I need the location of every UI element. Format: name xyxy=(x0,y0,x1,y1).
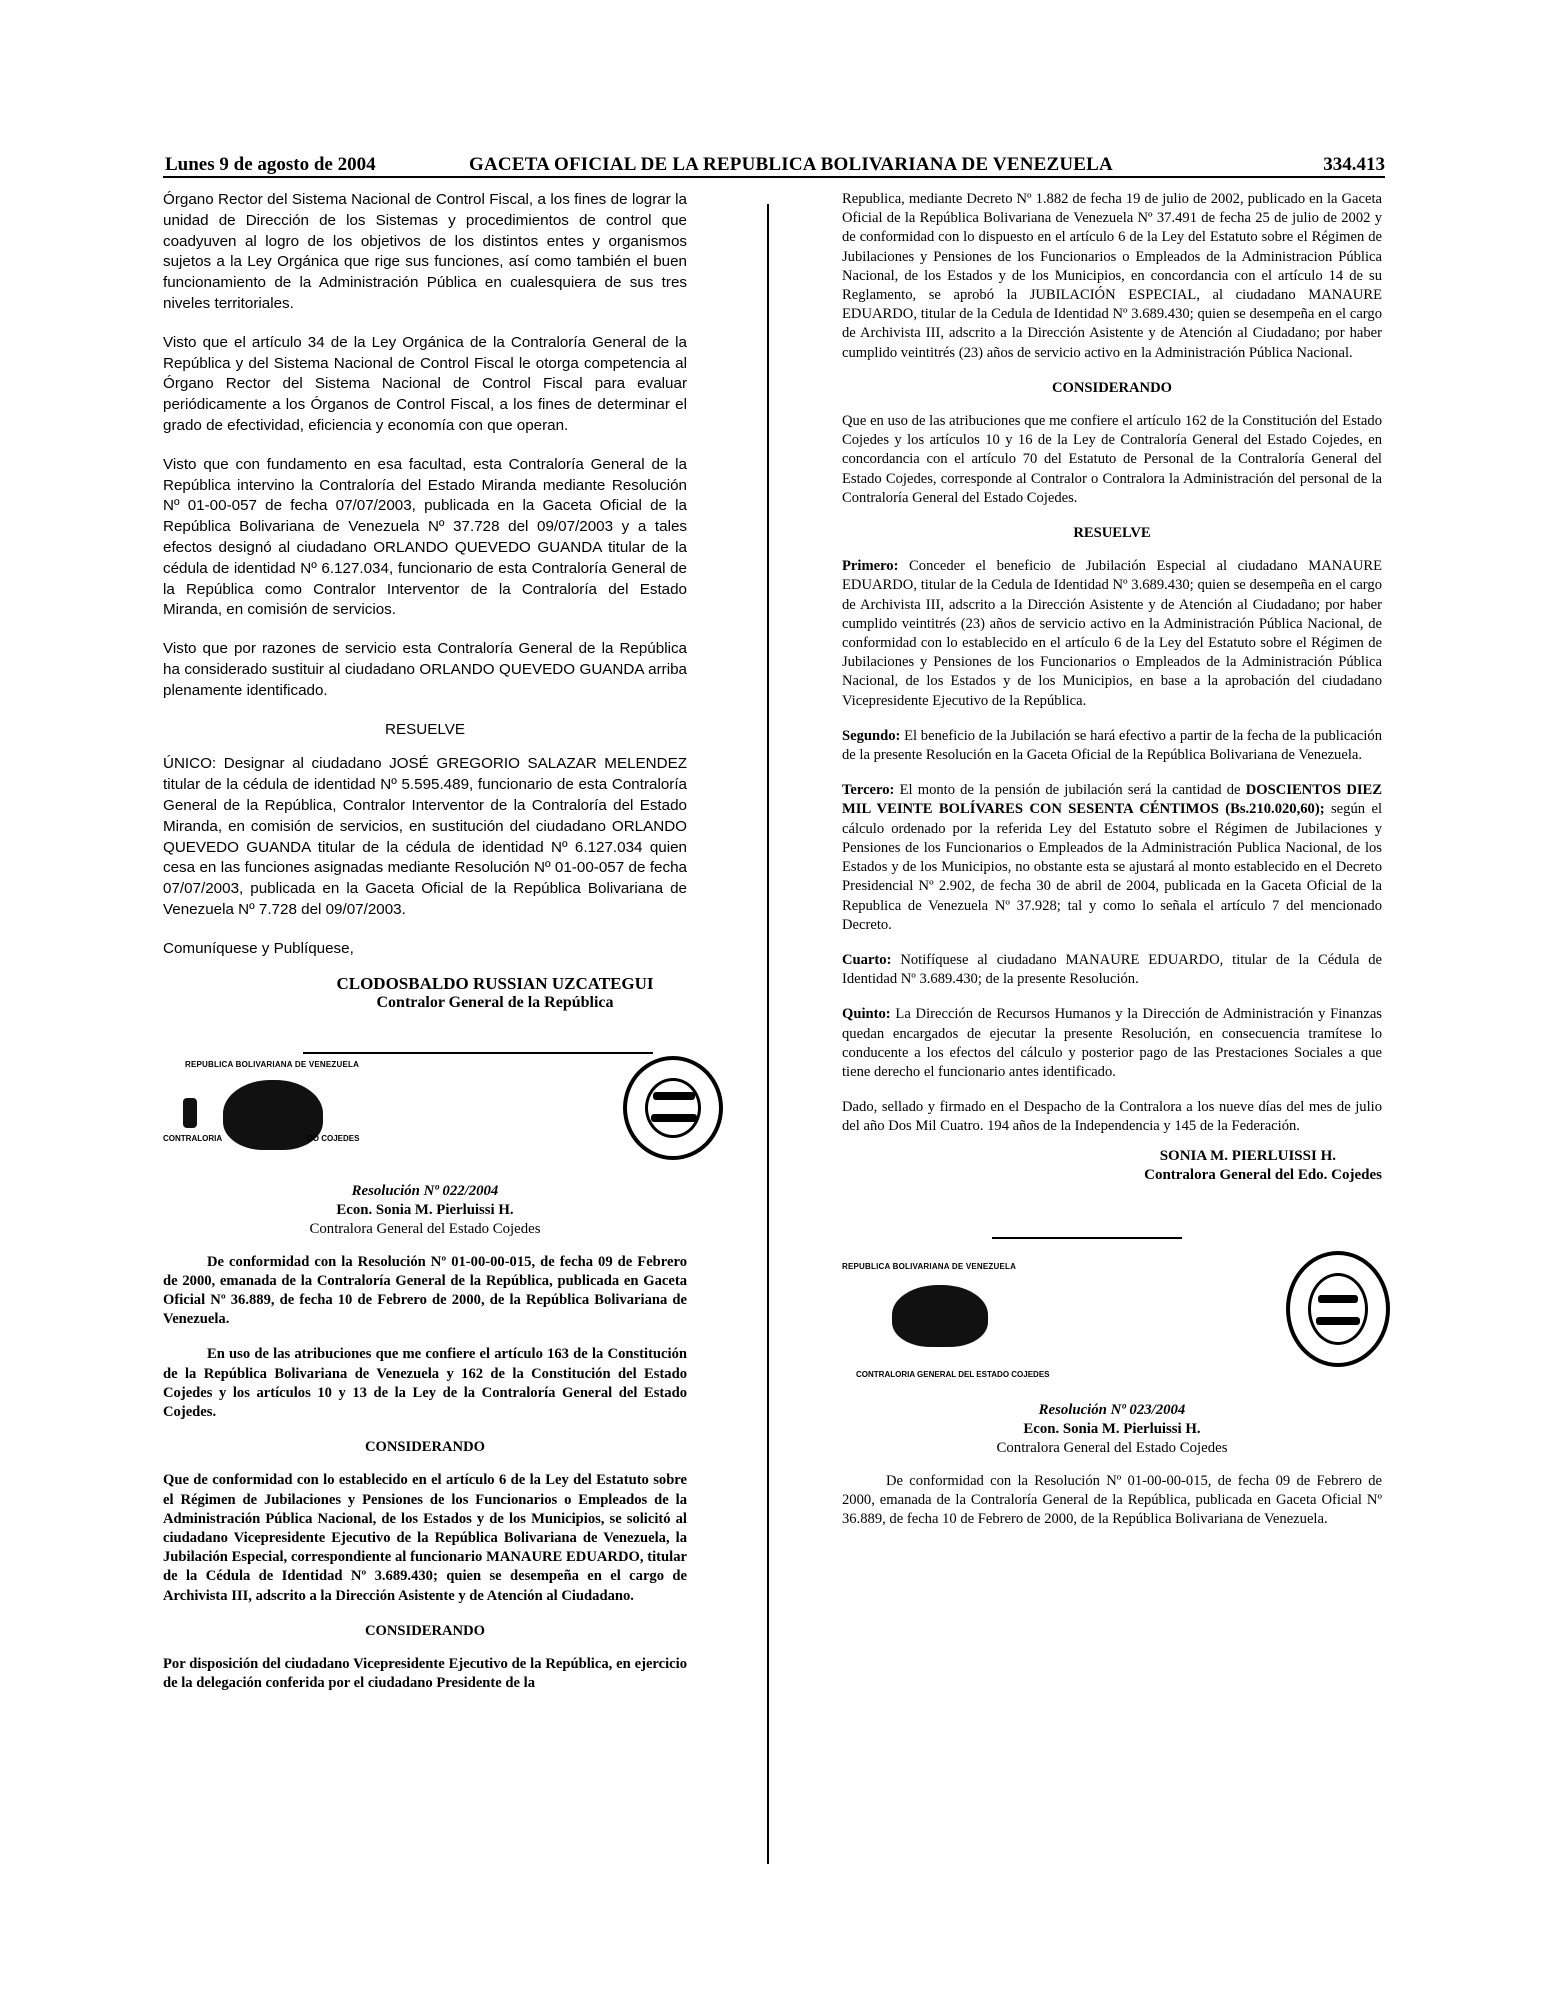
signer-name: CLODOSBALDO RUSSIAN UZCATEGUI xyxy=(336,973,654,993)
stamp-heading: REPUBLICA BOLIVARIANA DE VENEZUELA xyxy=(185,1059,360,1069)
paragraph: Que en uso de las atribuciones que me confiere el artículo 162 de la Constitución del Estado Cojedes y los artículos 10 y 16 de la Ley de Contraloría General del Estado Cojedes, en concordancia con el artículo 70 del Estatuto de Personal de la Contraloría General del Estado Cojedes, corresponde al Contralor o Contralora la Administración del personal de la Contraloría General del Estado Cojedes. xyxy=(842,413,1382,506)
resolution-section-2 xyxy=(163,1253,687,1694)
paragraph: En uso de las atribuciones que me confiere el artículo 163 de la Constitución de la República Bolivariana de Venezuela y 162 de la Constitución del Estado Cojedes y los artículos 10 y 13 de la Ley de la Contraloría General del Estado Cojedes. xyxy=(163,1346,687,1420)
resolution-office: Contralora General del Estado Cojedes xyxy=(309,1220,541,1237)
column-divider xyxy=(767,204,769,1864)
emblem-mark xyxy=(183,1098,197,1128)
paragraph: Visto que con fundamento en esa facultad, esta Contraloría General de la República intervino la Contraloría del Estado Miranda mediante Resolución Nº 01-00-057 de fecha 07/07/2003, publicada en la Gaceta Oficial de la República Bolivariana de Venezuela Nº 37.728 del 09/07/2003 y a tales efectos designó al ciudadano ORLANDO QUEVEDO GUANDA titular de la cédula de identidad Nº 6.127.034, funcionario de esta Contraloría General de la República como Contralor Interventor de la Contraloría del Estado Miranda, en comisión de servicios. xyxy=(163,455,687,619)
signature-line xyxy=(303,1052,653,1054)
article-label: Primero: xyxy=(842,558,899,575)
article-text: Notifíquese al ciudadano MANAURE EDUARDO, titular de la Cédula de Identidad Nº 3.689.430; de la presente Resolución. xyxy=(842,951,1382,988)
paragraph: De conformidad con la Resolución Nº 01-00-00-015, de fecha 09 de Febrero de 2000, emanada de la Contraloría General de la República, publicada en Gaceta Oficial Nº 36.889, de fecha 10 de Febrero de 2000, de la República Bolivariana de Venezuela. xyxy=(842,1472,1382,1528)
signer-role: Contralor General de la República xyxy=(376,993,614,1011)
stamp-caption-right: DO COJEDES xyxy=(307,1133,360,1143)
article-quinto xyxy=(842,1005,1382,1082)
stamp-caption-left: CONTRALORIA xyxy=(163,1133,223,1143)
round-seal-icon xyxy=(1286,1251,1390,1367)
header-date: Lunes 9 de agosto de 2004 xyxy=(165,154,376,175)
stamp-heading: REPUBLICA BOLIVARIANA DE VENEZUELA xyxy=(842,1261,1017,1271)
article-text: según el cálculo ordenado por la referida Ley del Estatuto sobre el Régimen de Jubilaciones y Pensiones de los Funcionarios o Empleados de la Administración Publica Nacional, de los Estados y de los Municipios, no obstante esta se ajustará al monto establecido en el Decreto Presidencial Nº 2.902, de fecha 30 de abril de 2004, publicada en la Gaceta Oficial de la Republica de Venezuela Nº 37.928; tal y como lo señala el artículo 7 del mencionado Decreto. xyxy=(842,801,1383,933)
paragraph: Republica, mediante Decreto Nº 1.882 de fecha 19 de julio de 2002, publicado en la Gaceta Oficial de la República Bolivariana de Venezuela Nº 37.491 de fecha 25 de julio de 2002 y de conformidad con lo dispuesto en el artículo 6 de la Ley del Estatuto sobre el Régimen de Jubilaciones y Pensiones de los Funcionarios o Empleados de la Administracion Pública Nacional, de los Estados y de los Municipios, en concordancia con el artículo 14 de su Reglamento, se aprobó la JUBILACIÓN ESPECIAL, al ciudadano MANAURE EDUARDO, titular de la Cedula de Identidad Nº 3.689.430; quien se desempeña en el cargo de Archivista III, adscrito a la Dirección Asistente y de Atención al Ciudadano; por haber cumplido veintitrés (23) años de servicio activo en la Administración Pública Nacional. xyxy=(842,191,1382,361)
resolution-signer: Econ. Sonia M. Pierluissi H. xyxy=(336,1201,514,1218)
signature-line xyxy=(992,1237,1182,1239)
paragraph: Visto que el artículo 34 de la Ley Orgánica de la Contraloría General de la República y del Sistema Nacional de Control Fiscal le otorga competencia al Órgano Rector del Sistema Nacional de Control Fiscal para evaluar periódicamente a los Órganos de Control Fiscal, a los fines de determinar el grado de efectividad, eficiencia y economía con que operan. xyxy=(163,333,687,434)
article-text: El monto de la pensión de jubilación será la cantidad de xyxy=(899,782,1241,799)
pension-amount: DOSCIENTOS DIEZ MIL VEINTE BOLÍVARES CON SESENTA CÉNTIMOS (Bs.210.020,60); xyxy=(842,782,1383,818)
round-seal-icon xyxy=(623,1056,723,1160)
article-text: El beneficio de la Jubilación se hará efectivo a partir de la fecha de la publicación de la presente Resolución en la Gaceta Oficial de la República Bolivariana de Venezuela. xyxy=(842,727,1382,764)
resolution-number: Resolución Nº 022/2004 xyxy=(351,1182,499,1199)
signature-block xyxy=(842,1147,1382,1185)
signer-role: Contralora General del Edo. Cojedes xyxy=(1144,1166,1382,1183)
resolution-signer: Econ. Sonia M. Pierluissi H. xyxy=(1023,1420,1201,1437)
seal-row xyxy=(163,1018,687,1168)
signer-name: SONIA M. PIERLUISSI H. xyxy=(1159,1147,1336,1164)
article-primero xyxy=(842,557,1382,711)
resuelve-heading: RESUELVE xyxy=(385,720,465,738)
left-column xyxy=(163,190,687,1709)
header-title: GACETA OFICIAL DE LA REPUBLICA BOLIVARIANA DE VENEZUELA xyxy=(469,154,1113,175)
paragraph-unico: ÚNICO: Designar al ciudadano JOSÉ GREGORIO SALAZAR MELENDEZ titular de la cédula de identidad Nº 5.595.489, funcionario de esta Contraloría General de la República, Contralor Interventor de la Contraloría del Estado Miranda, en comisión de servicios, en sustitución del ciudadano ORLANDO QUEVEDO GUANDA titular de la cédula de identidad Nº 6.127.034 quien cesa en las funciones asignadas mediante Resolución Nº 01-00-057 de fecha 07/07/2003, publicada en la Gaceta Oficial de la República Bolivariana de Venezuela Nº 7.728 del 09/07/2003. xyxy=(163,755,687,918)
paragraph: De conformidad con la Resolución Nº 01-00-00-015, de fecha 09 de Febrero de 2000, emanada de la Contraloría General de la República, publicada en Gaceta Oficial Nº 36.889, de fecha 10 de Febrero de 2000, de la República Bolivariana de Venezuela. xyxy=(163,1253,687,1328)
considerando-heading: CONSIDERANDO xyxy=(364,1439,485,1456)
resolution-title xyxy=(842,1401,1382,1458)
paragraph: Por disposición del ciudadano Vicepresidente Ejecutivo de la República, en ejercicio de la delegación conferida por el ciudadano Presidente de la xyxy=(163,1655,687,1692)
resolution-office: Contralora General del Estado Cojedes xyxy=(996,1439,1228,1456)
article-label: Cuarto: xyxy=(842,951,892,968)
resolution-number: Resolución Nº 023/2004 xyxy=(1038,1401,1186,1418)
coat-of-arms-emblem xyxy=(892,1285,988,1347)
article-text: La Dirección de Recursos Humanos y la Dirección de Administración y Finanzas quedan encargados de ejecutar la presente Resolución, en consecuencia tramítese lo conducente a los efectos del cálculo y posterior pago de las Prestaciones Sociales a que tiene derecho el funcionario antes identificado. xyxy=(842,1006,1382,1080)
stamp-caption: CONTRALORIA GENERAL DEL ESTADO COJEDES xyxy=(856,1369,1050,1379)
header-rule xyxy=(163,176,1385,178)
considerando-heading: CONSIDERANDO xyxy=(364,1622,485,1639)
article-text: Conceder el beneficio de Jubilación Especial al ciudadano MANAURE EDUARDO, titular de la Cedula de Identidad Nº 3.689.430; quien se desempeña en el cargo de Archivista III, adscrito a la Dirección Asistente y de Atención al Ciudadano; por haber cumplido veintitrés (23) años de servicio activo en la Administración Pública Nacional, de conformidad con lo establecido en el artículo 6 de la Ley del Estatuto sobre el Régimen de Jubilaciones y Pensiones de los Funcionarios o Empleados de la Administración Pública Nacional, de los Estados y de los Municipios, en base a la aprobación del ciudadano Vicepresidente Ejecutivo de la República. xyxy=(842,558,1382,709)
article-label: Tercero: xyxy=(842,782,895,799)
paragraph: Órgano Rector del Sistema Nacional de Control Fiscal, a los fines de lograr la unidad de Dirección de los Sistemas y procedimientos de control que coadyuven al logro de los objetivos de los distintos entes y organismos sujetos a la Ley Orgánica que rige sus funciones, así como también el buen funcionamiento de la Administración Pública en cualesquiera de sus tres niveles territoriales. xyxy=(163,191,687,312)
resolution-title xyxy=(163,1182,687,1239)
article-cuarto xyxy=(842,951,1382,989)
resuelve-heading: RESUELVE xyxy=(1073,525,1151,542)
signature-block xyxy=(303,974,687,1012)
paragraph: Visto que por razones de servicio esta Contraloría General de la República ha considerado sustituir al ciudadano ORLANDO QUEVEDO GUANDA arriba plenamente identificado. xyxy=(163,640,687,699)
header-page-number: 334.413 xyxy=(1323,154,1385,175)
resolution-section-1 xyxy=(163,190,687,960)
paragraph: Que de conformidad con lo establecido en el artículo 6 de la Ley del Estatuto sobre el Régimen de Jubilaciones y Pensiones de los Funcionarios o Empleados de la Administración Pública Nacional, de los Estados y de los Municipios, se solicitó al ciudadano Vicepresidente Ejecutivo de la República Bolivariana de Venezuela, la Jubilación Especial, correspondiente al funcionario MANAURE EDUARDO, titular de la Cédula de Identidad Nº 3.689.430; quien se desempeña en el cargo de Archivista III, adscrito a la Dirección Asistente y de Atención al Ciudadano. xyxy=(163,1472,687,1604)
article-label: Quinto: xyxy=(842,1006,891,1023)
closing-formula: Comuníquese y Publíquese, xyxy=(163,939,354,957)
right-column xyxy=(842,190,1382,1546)
seal-row xyxy=(842,1237,1382,1387)
article-segundo xyxy=(842,727,1382,765)
article-label: Segundo: xyxy=(842,727,901,744)
considerando-heading: CONSIDERANDO xyxy=(1051,379,1172,396)
article-tercero xyxy=(842,781,1382,935)
paragraph-dado: Dado, sellado y firmado en el Despacho de la Contralora a los nueve días del mes de julio del año Dos Mil Cuatro. 194 años de la Independencia y 145 de la Federación. xyxy=(842,1099,1382,1135)
